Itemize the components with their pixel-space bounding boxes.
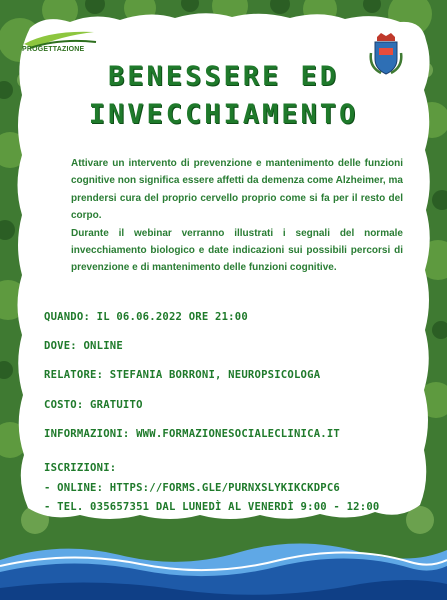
event-date: QUANDO: IL 06.06.2022 ORE 21:00 [44,311,248,323]
logo-text: PROGETTAZIONE [22,46,85,53]
event-location: DOVE: ONLINE [44,340,123,352]
progettazione-logo-icon [20,28,100,64]
description-paragraph-2: Durante il webinar verranno illustrati i segnali del normale invecchiamento biologico e date indicazioni sui possibili percorsi di prevenzione e di mantenimento delle funzioni cognitive. [71,227,403,274]
title-line-2: INVECCHIAMENTO [88,99,359,130]
description-paragraph-1: Attivare un intervento di prevenzione e mantenimento delle funzioni cognitive non significa essere affetti da demenza come Alzheimer, ma prendersi cura del proprio cervello proprio come si fa per il resto del corpo. [71,158,403,222]
event-speaker: RELATORE: STEFANIA BORRONI, NEUROPSICOLOGA [44,369,321,381]
description [71,155,403,277]
registration-phone: - TEL. 035657351 DAL LUNEDÌ AL VENERDÌ 9:00 - 12:00 [44,501,380,513]
registration-title: ISCRIZIONI: [44,462,117,474]
event-info-website: INFORMAZIONI: WWW.FORMAZIONESOCIALECLINICA.IT [44,428,341,440]
registration-online-link: - ONLINE: HTTPS://FORMS.GLE/PURNXSLYKIKCKDPC6 [44,482,341,494]
title-line-1: BENESSERE ED [107,61,340,92]
event-cost: COSTO: GRATUITO [44,399,143,411]
